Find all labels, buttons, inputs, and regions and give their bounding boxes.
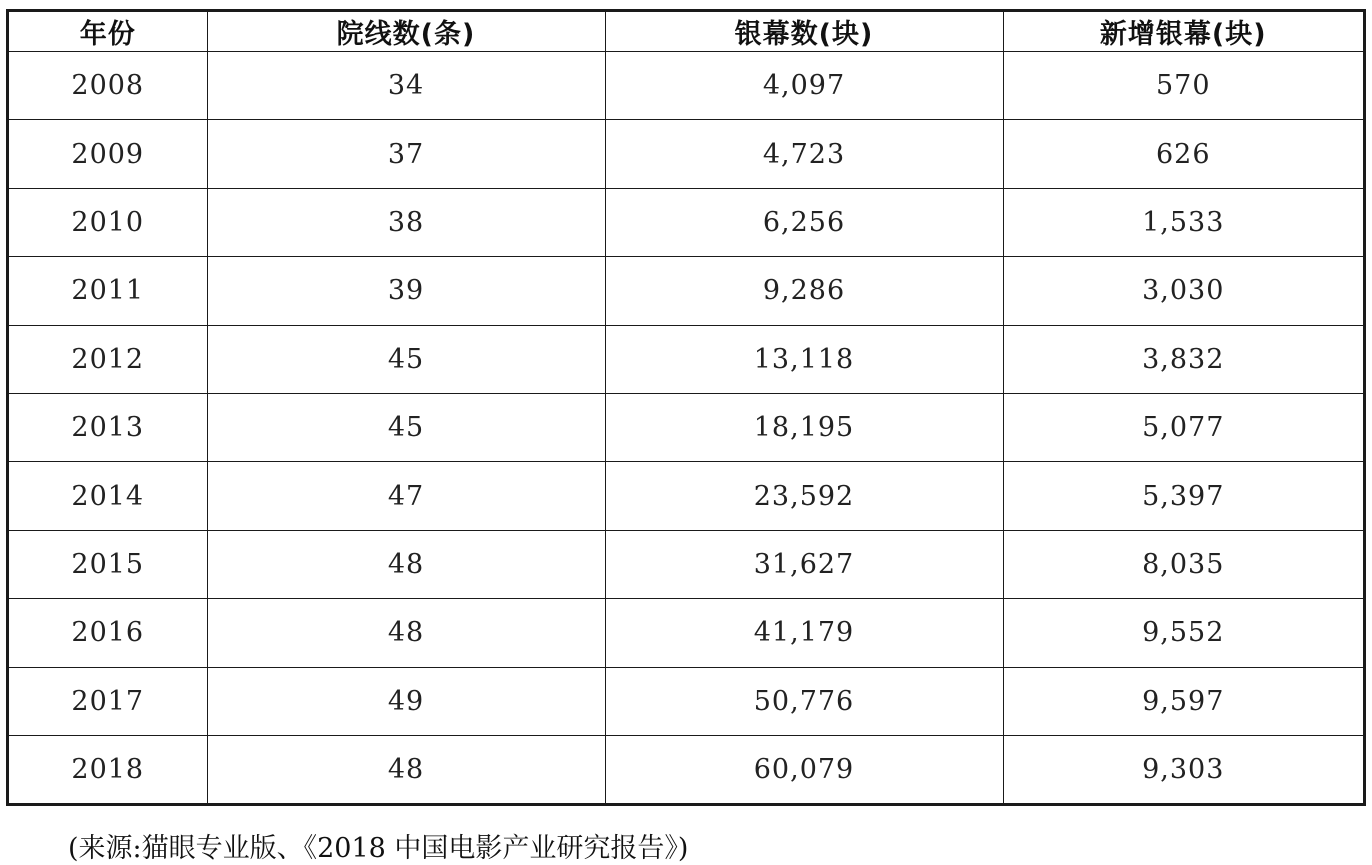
- table-row: [9, 530, 1363, 598]
- table-row: [9, 462, 1363, 530]
- cell-new-screens: 3,832: [1003, 325, 1363, 393]
- table-row: [9, 325, 1363, 393]
- cell-new-screens: 9,597: [1003, 667, 1363, 735]
- cell-circuits: 37: [207, 120, 605, 188]
- cell-year: 2008: [9, 52, 207, 120]
- cell-new-screens: 5,077: [1003, 394, 1363, 462]
- cell-screens: 18,195: [605, 394, 1003, 462]
- cell-new-screens: 1,533: [1003, 188, 1363, 256]
- cell-year: 2015: [9, 530, 207, 598]
- cell-year: 2016: [9, 599, 207, 667]
- cell-circuits: 38: [207, 188, 605, 256]
- cell-circuits: 48: [207, 599, 605, 667]
- cell-year: 2017: [9, 667, 207, 735]
- cell-year: 2011: [9, 257, 207, 325]
- cell-screens: 6,256: [605, 188, 1003, 256]
- cell-year: 2014: [9, 462, 207, 530]
- cell-screens: 13,118: [605, 325, 1003, 393]
- table-row: [9, 188, 1363, 256]
- table-row: [9, 394, 1363, 462]
- cell-new-screens: 5,397: [1003, 462, 1363, 530]
- header-year: 年份: [9, 12, 207, 52]
- table-row: [9, 736, 1363, 803]
- cell-new-screens: 9,303: [1003, 736, 1363, 803]
- table-header-row: [9, 12, 1363, 52]
- cell-screens: 50,776: [605, 667, 1003, 735]
- cell-circuits: 39: [207, 257, 605, 325]
- cell-year: 2013: [9, 394, 207, 462]
- source-note: (来源:猫眼专业版、《2018 中国电影产业研究报告》): [68, 833, 689, 864]
- cell-circuits: 45: [207, 325, 605, 393]
- cell-year: 2009: [9, 120, 207, 188]
- table-row: [9, 52, 1363, 120]
- cell-year: 2012: [9, 325, 207, 393]
- header-screens: 银幕数(块): [605, 12, 1003, 52]
- cinema-screens-table: [9, 12, 1363, 803]
- table-row: [9, 257, 1363, 325]
- cell-new-screens: 570: [1003, 52, 1363, 120]
- header-new-screens: 新增银幕(块): [1003, 12, 1363, 52]
- cell-screens: 9,286: [605, 257, 1003, 325]
- cell-circuits: 48: [207, 530, 605, 598]
- cell-screens: 31,627: [605, 530, 1003, 598]
- table-row: [9, 120, 1363, 188]
- cell-year: 2010: [9, 188, 207, 256]
- cell-new-screens: 3,030: [1003, 257, 1363, 325]
- cell-screens: 41,179: [605, 599, 1003, 667]
- table-row: [9, 599, 1363, 667]
- cell-circuits: 45: [207, 394, 605, 462]
- header-circuits: 院线数(条): [207, 12, 605, 52]
- cell-new-screens: 8,035: [1003, 530, 1363, 598]
- cell-circuits: 48: [207, 736, 605, 803]
- cell-circuits: 47: [207, 462, 605, 530]
- table-row: [9, 667, 1363, 735]
- cell-year: 2018: [9, 736, 207, 803]
- table-body: [9, 52, 1363, 804]
- cell-new-screens: 9,552: [1003, 599, 1363, 667]
- cell-screens: 60,079: [605, 736, 1003, 803]
- cell-screens: 4,097: [605, 52, 1003, 120]
- data-table-container: [6, 9, 1366, 806]
- cell-new-screens: 626: [1003, 120, 1363, 188]
- cell-screens: 4,723: [605, 120, 1003, 188]
- cell-circuits: 49: [207, 667, 605, 735]
- cell-screens: 23,592: [605, 462, 1003, 530]
- cell-circuits: 34: [207, 52, 605, 120]
